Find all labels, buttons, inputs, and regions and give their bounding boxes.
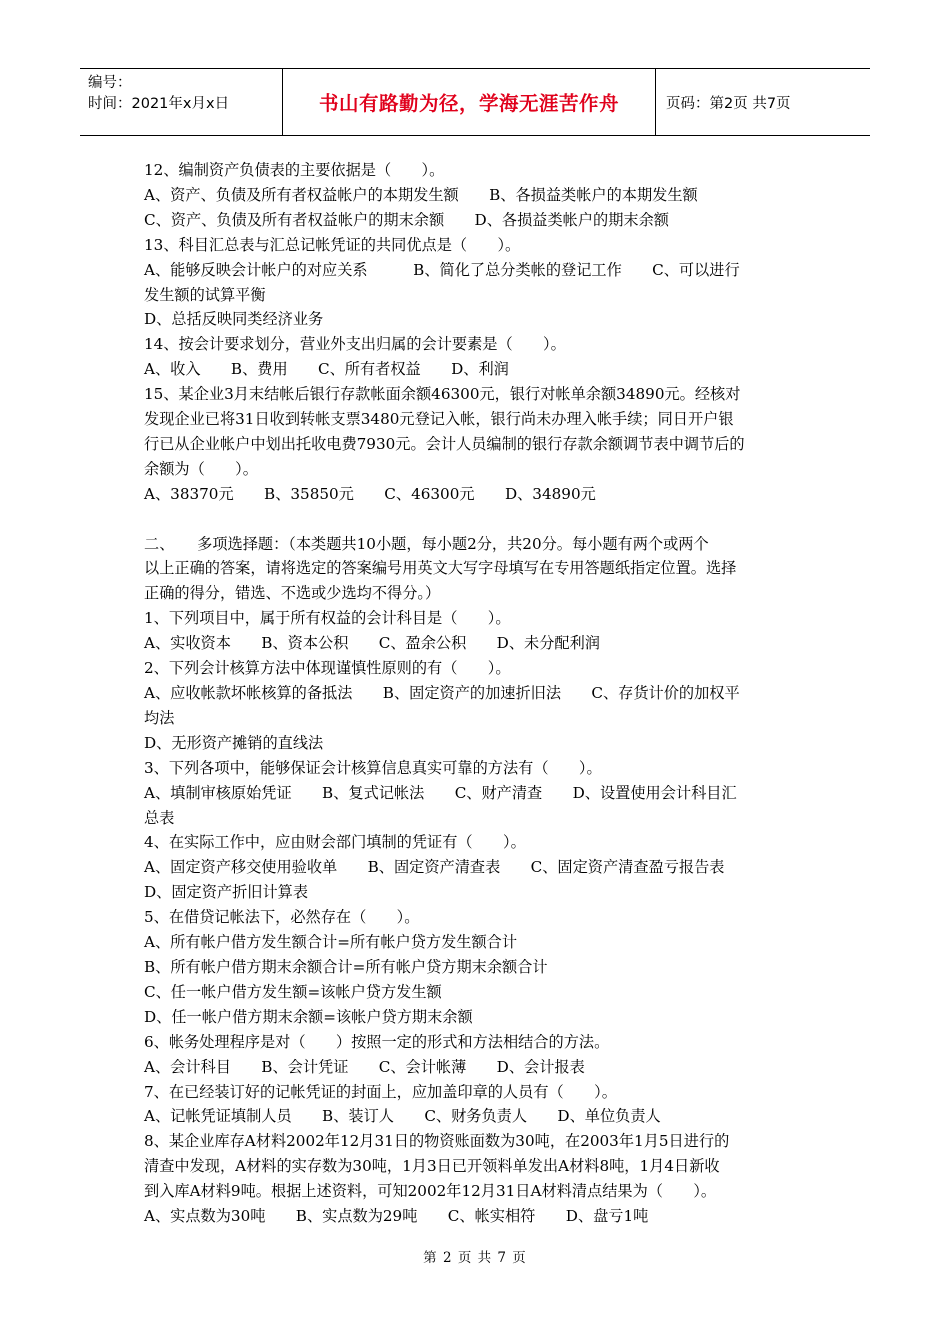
page-footer: 第 2 页 共 7 页: [423, 1250, 527, 1266]
text-line: 3、下列各项中，能够保证会计核算信息真实可靠的方法有（ ）。: [144, 758, 602, 777]
text-line: A、38370元 B、35850元 C、46300元 D、34890元: [144, 484, 596, 503]
text-line: A、实收资本 B、资本公积 C、盈余公积 D、未分配利润: [144, 634, 600, 653]
text-line: A、资产、负债及所有者权益帐户的本期发生额 B、各损益类帐户的本期发生额: [144, 185, 698, 204]
text-line: D、任一帐户借方期末余额=该帐户贷方期末余额: [144, 1007, 473, 1026]
text-line: 2、下列会计核算方法中体现谨慎性原则的有（ ）。: [144, 659, 511, 678]
text-line: D、总括反映同类经济业务: [144, 310, 324, 329]
text-line: A、能够反映会计帐户的对应关系 B、简化了总分类帐的登记工作 C、可以进行: [144, 260, 740, 279]
text-line: 发现企业已将31日收到转帐支票3480元登记入帐，银行尚未办理入帐手续；同日开户银: [144, 410, 734, 429]
text-line: 4、在实际工作中，应由财会部门填制的凭证有（ ）。: [144, 833, 526, 852]
text-line: A、固定资产移交使用验收单 B、固定资产清查表 C、固定资产清查盈亏报告表: [144, 858, 725, 877]
text-line: A、应收帐款坏帐核算的备抵法 B、固定资产的加速折旧法 C、存货计价的加权平: [144, 684, 740, 703]
text-line: 余额为（ ）。: [144, 459, 258, 478]
text-line: 12、编制资产负债表的主要依据是（ ）。: [144, 161, 445, 179]
text-line: 以上正确的答案，请将选定的答案编号用英文大写字母填写在专用答题纸指定位置。选择: [144, 559, 737, 578]
text-line: 15、某企业3月末结帐后银行存款帐面余额46300元，银行对帐单余额34890元。经核对: [144, 385, 741, 404]
header-page-label: 页码：第2页 共7页: [666, 95, 791, 112]
document-body: [144, 158, 812, 1229]
text-line: D、无形资产摊销的直线法: [144, 733, 324, 752]
text-line: 行已从企业帐户中划出托收电费7930元。会计人员编制的银行存款余额调节表中调节后的: [144, 434, 745, 453]
text-line: 均法: [144, 708, 175, 727]
document-date-label: 时间：2021年x月x日: [88, 96, 230, 112]
text-line: C、资产、负债及所有者权益帐户的期末余额 D、各损益类帐户的期末余额: [144, 210, 669, 229]
text-line: A、记帐凭证填制人员 B、装订人 C、财务负责人 D、单位负责人: [144, 1107, 661, 1126]
text-line: 二、 多项选择题：（本类题共10小题，每小题2分，共20分。每小题有两个或两个: [144, 534, 709, 553]
text-line: 6、帐务处理程序是对（ ）按照一定的形式和方法相结合的方法。: [144, 1032, 610, 1051]
text-line: A、收入 B、费用 C、所有者权益 D、利润: [144, 360, 509, 379]
text-line: C、任一帐户借方发生额=该帐户贷方发生额: [144, 982, 442, 1001]
header-meta: [80, 69, 282, 135]
text-line: 7、在已经装订好的记帐凭证的封面上，应加盖印章的人员有（ ）。: [144, 1082, 617, 1101]
text-line: D、固定资产折旧计算表: [144, 883, 309, 902]
text-line: 总表: [144, 808, 175, 827]
text-line: 正确的得分，错选、不选或少选均不得分。）: [144, 584, 441, 603]
blank-line: [144, 507, 812, 532]
document-number-label: 编号：: [88, 75, 132, 91]
text-line: 清查中发现，A材料的实存数为30吨，1月3日已开领料单发出A材料8吨，1月4日新收: [144, 1157, 720, 1176]
text-line: 1、下列项目中，属于所有权益的会计科目是（ ）。: [144, 609, 511, 628]
text-line: 13、科目汇总表与汇总记帐凭证的共同优点是（ ）。: [144, 235, 521, 254]
header-motto: 书山有路勤为径，学海无涯苦作舟: [282, 69, 656, 135]
text-line: 5、在借贷记帐法下，必然存在（ ）。: [144, 908, 420, 927]
text-line: 到入库A材料9吨。根据上述资料，可知2002年12月31日A材料清点结果为（ ）。: [144, 1182, 717, 1201]
text-line: 发生额的试算平衡: [144, 285, 266, 304]
text-line: A、所有帐户借方发生额合计=所有帐户贷方发生额合计: [144, 933, 518, 952]
text-line: 14、按会计要求划分，营业外支出归属的会计要素是（ ）。: [144, 335, 566, 354]
text-line: A、填制审核原始凭证 B、复式记帐法 C、财产清查 D、设置使用会计科目汇: [144, 783, 737, 802]
text-line: B、所有帐户借方期末余额合计=所有帐户贷方期末余额合计: [144, 957, 548, 976]
text-line: A、会计科目 B、会计凭证 C、会计帐薄 D、会计报表: [144, 1057, 585, 1076]
text-line: 8、某企业库存A材料2002年12月31日的物资账面数为30吨，在2003年1月5日进行的: [144, 1132, 730, 1151]
text-line: A、实点数为30吨 B、实点数为29吨 C、帐实相符 D、盘亏1吨: [144, 1207, 649, 1226]
page-header: [80, 68, 870, 136]
